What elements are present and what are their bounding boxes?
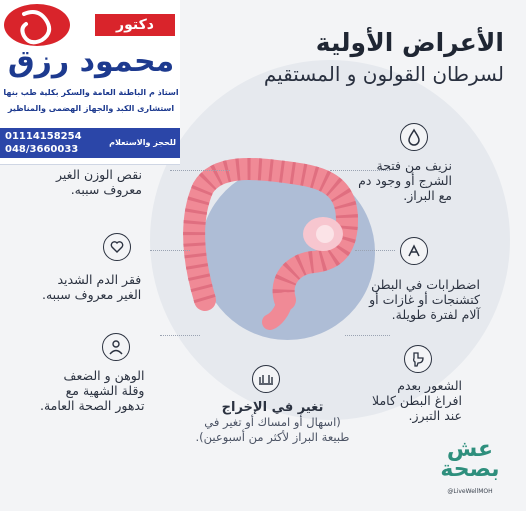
symptom-anemia-line-1: فقر الدم الشديد — [57, 272, 142, 287]
symptom-incomplete-evacuation — [372, 378, 462, 423]
symptom-fatigue-line-1: الوهن و الضعف — [63, 368, 145, 383]
brand-handle: @LiveWellMOH — [447, 488, 493, 495]
page-title: الأعراض الأولية — [315, 28, 504, 57]
symptom-fatigue-line-2: وقلة الشهية مع — [65, 383, 145, 398]
drop-icon — [400, 123, 428, 151]
symptom-bleeding-line-3: مع البراز. — [403, 188, 452, 203]
toilet-icon — [404, 345, 432, 373]
symptom-incomplete-evacuation-line-2: افراغ البطن كاملا — [372, 393, 462, 408]
symptom-anemia — [42, 272, 141, 302]
symptom-weight-loss — [56, 167, 142, 197]
symptom-bowel-change-line-2: طبيعة البراز لأكثر من أسبوعين). — [195, 430, 350, 444]
symptom-bowel-change-line-1: (اسهال أو امساك أو تغير في — [204, 415, 341, 429]
connector-line — [150, 250, 190, 251]
contact-label: للحجز والاستعلام — [109, 138, 176, 147]
live-well-logo — [430, 437, 510, 500]
stomach-logo-icon — [4, 4, 70, 46]
symptom-incomplete-evacuation-line-3: عند التبرز. — [408, 408, 462, 423]
heart-hand-icon — [103, 233, 131, 261]
symptom-anemia-line-2: الغير معروف سببه. — [42, 287, 142, 302]
pain-icon — [400, 237, 428, 265]
symptom-bowel-disorders-line-1: اضطرابات في البطن — [371, 277, 480, 292]
symptom-bleeding — [358, 158, 452, 203]
symptom-fatigue-line-3: تدهور الصحة العامة. — [40, 398, 145, 413]
symptom-bowel-change-title: تغير في الإخراج — [221, 400, 324, 415]
doctor-contact-bar — [0, 128, 180, 158]
connector-line — [355, 250, 395, 251]
person-icon — [102, 333, 130, 361]
symptom-bowel-change — [185, 400, 360, 445]
doctor-name: محمود رزق — [7, 44, 175, 79]
symptom-bowel-disorders-line-3: آلام لفترة طويلة. — [391, 307, 480, 322]
phone-number-2[interactable]: 048/3660033 — [5, 144, 79, 155]
connector-line — [160, 335, 200, 336]
hands-icon — [252, 365, 280, 393]
symptom-bowel-disorders-line-2: كتشنجات أو غازات أو — [369, 292, 480, 307]
doctor-title-line-2: استشارى الكبد والجهاز الهضمى والمناظير — [7, 104, 175, 113]
symptom-fatigue — [40, 368, 144, 413]
doctor-title-line-1: استاذ م الباطنة العامة والسكر بكلية طب بنها — [3, 88, 179, 97]
symptom-bleeding-line-1: نزيف من فتحة — [376, 158, 452, 173]
colon-illustration — [175, 150, 375, 330]
phone-number-1[interactable]: 01114158254 — [5, 131, 82, 142]
symptom-weight-loss-line-1: نقص الوزن الغير — [56, 167, 142, 182]
symptom-weight-loss-line-2: معروف سببه. — [70, 182, 142, 197]
doctor-card — [0, 0, 180, 165]
page-subtitle: لسرطان القولون و المستقيم — [263, 62, 504, 86]
connector-line — [170, 170, 230, 171]
brand-text: عش بصحة — [440, 437, 500, 482]
symptom-bowel-disorders — [369, 277, 480, 322]
doctor-title-tag: دكتور — [95, 14, 175, 36]
symptom-incomplete-evacuation-line-1: الشعور بعدم — [397, 378, 462, 393]
connector-line — [345, 335, 390, 336]
symptom-bleeding-line-2: الشرج أو وجود دم — [358, 173, 452, 188]
